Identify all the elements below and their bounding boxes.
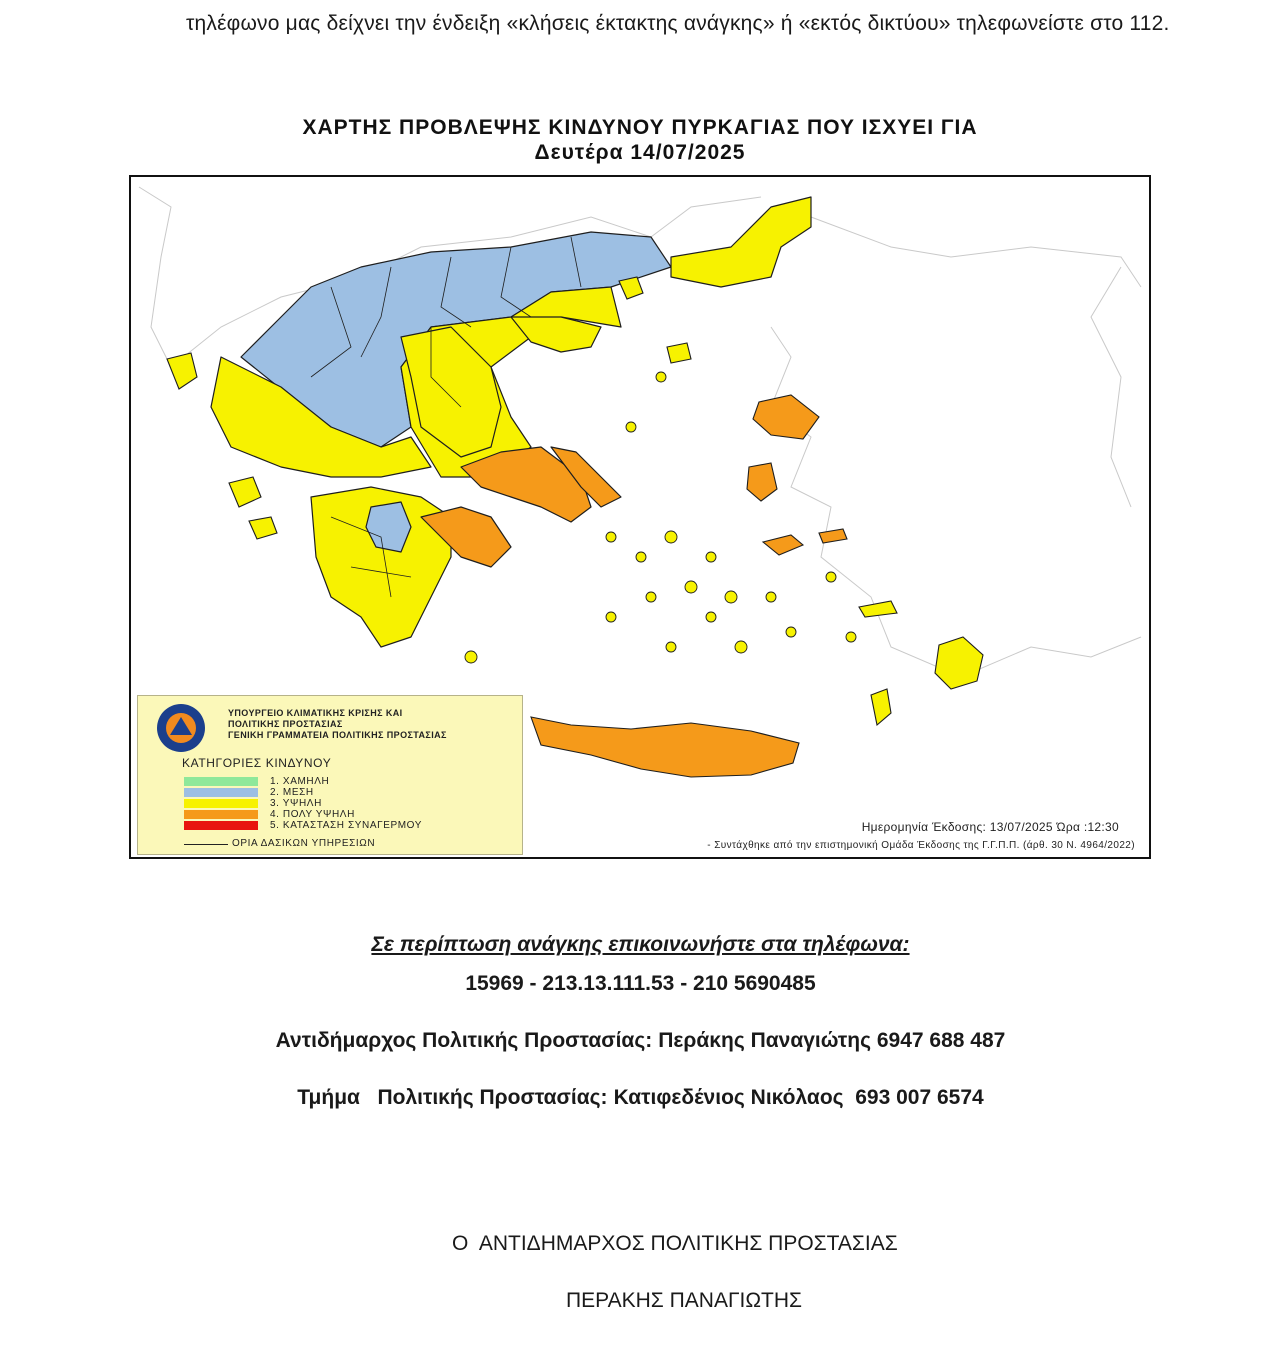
region-chalkidiki xyxy=(511,317,601,352)
island-zakynthos xyxy=(249,517,277,539)
island-lesvos xyxy=(753,395,819,439)
island-kefalonia xyxy=(229,477,261,507)
island-corfu xyxy=(167,353,197,389)
swatch-low xyxy=(184,777,258,786)
civil-protection-logo xyxy=(146,702,216,754)
signature-title: Ο ΑΝΤΙΔΗΜΑΡΧΟΣ ΠΟΛΙΤΙΚΗΣ ΠΡΟΣΤΑΣΙΑΣ xyxy=(452,1232,898,1255)
contact-role: Αντιδήμαρχος Πολιτικής Προστασίας: xyxy=(275,1029,653,1052)
island-karpathos xyxy=(871,689,891,725)
boundary-line-sample xyxy=(184,844,228,845)
region-thrace xyxy=(671,197,811,287)
swatch-medium xyxy=(184,788,258,797)
issue-date: Ημερομηνία Έκδοσης: 13/07/2025 Ώρα :12:30 xyxy=(861,820,1119,834)
island-rhodes xyxy=(935,637,983,689)
island-ikaria xyxy=(819,529,847,543)
island-crete xyxy=(531,717,799,777)
signature-name: ΠΕΡΑΚΗΣ ΠΑΝΑΓΙΩΤΗΣ xyxy=(566,1289,803,1312)
map-title: ΧΑΡΤΗΣ ΠΡΟΒΛΕΨΗΣ ΚΙΝΔΥΝΟΥ ΠΥΡΚΑΓΙΑΣ ΠΟΥ ΙΣΧΥΕΙ ΓΙΑ xyxy=(302,116,978,139)
contact-department xyxy=(0,1086,1281,1110)
island-kos xyxy=(859,601,897,617)
fire-risk-map xyxy=(129,175,1151,859)
contact-role: Τμήμα Πολιτικής Προστασίας: xyxy=(297,1086,608,1109)
intro-paragraph: τηλέφωνο μας δείχνει την ένδειξη «κλήσεις έκτακτης ανάγκης» ή «εκτός δικτύου» τηλεφωνείστε στο 112. xyxy=(186,12,1170,35)
island-samos xyxy=(763,535,803,555)
island-chios xyxy=(747,463,777,501)
island-thasos xyxy=(619,277,643,299)
contact-person: Κατιφεδένιος Νικόλαος 693 007 6574 xyxy=(613,1086,984,1109)
swatch-very-high xyxy=(184,810,258,819)
swatch-high xyxy=(184,799,258,808)
emergency-title: Σε περίπτωση ανάγκης επικοινωνήστε στα τηλέφωνα: xyxy=(371,933,910,956)
island-lemnos xyxy=(667,343,691,363)
categories-title: ΚΑΤΗΓΟΡΙΕΣ ΚΙΝΔΥΝΟΥ xyxy=(182,756,332,770)
swatch-alert xyxy=(184,821,258,830)
contact-deputy-mayor xyxy=(0,1029,1281,1053)
emergency-phones: 15969 - 213.13.111.53 - 210 5690485 xyxy=(465,972,816,995)
map-legend: ΥΠΟΥΡΓΕΙΟ ΚΛΙΜΑΤΙΚΗΣ ΚΡΙΣΗΣ ΚΑΙ ΠΟΛΙΤΙΚΗΣ ΠΡΟΣΤΑΣΙΑΣ ΓΕΝΙΚΗ ΓΡΑΜΜΑΤΕΙΑ ΠΟΛΙΤΙΚΗΣ ΠΡΟΣΤΑΣΙΑΣ ΚΑΤΗΓΟΡΙΕΣ ΚΙΝΔΥΝΟΥ 1. ΧΑΜΗΛΗ 2. ΜΕΣΗ 3. ΥΨΗΛΗ 4. ΠΟΛΥ ΥΨΗΛΗ 5. ΚΑΤΑΣΤΑΣΗ ΣΥΝΑΓΕΡΜΟΥ ΟΡΙΑ ΔΑΣΙΚΩΝ ΥΠΗΡΕΣΙΩΝ xyxy=(137,695,523,855)
map-date: Δευτέρα 14/07/2025 xyxy=(534,141,746,164)
contact-person: Περάκης Παναγιώτης 6947 688 487 xyxy=(658,1029,1006,1052)
ministry-name: ΥΠΟΥΡΓΕΙΟ ΚΛΙΜΑΤΙΚΗΣ ΚΡΙΣΗΣ ΚΑΙ ΠΟΛΙΤΙΚΗΣ ΠΡΟΣΤΑΣΙΑΣ ΓΕΝΙΚΗ ΓΡΑΜΜΑΤΕΙΑ ΠΟΛΙΤΙΚΗΣ ΠΡΟΣΤΑΣΙΑΣ xyxy=(228,708,447,740)
compiled-note: - Συντάχθηκε από την επιστημονική Ομάδα Έκδοσης της Γ.Γ.Π.Π. (άρθ. 30 Ν. 4964/2022) xyxy=(707,840,1135,851)
